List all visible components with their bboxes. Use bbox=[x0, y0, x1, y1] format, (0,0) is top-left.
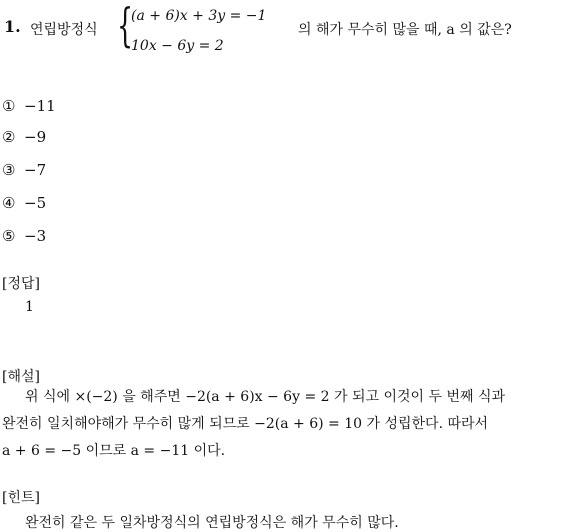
question-prefix: 연립방정식 bbox=[30, 22, 98, 38]
answer-label: [정답] bbox=[2, 276, 40, 292]
equation-1: (a + 6)x + 3y = −1 bbox=[131, 8, 267, 24]
answer-value: 1 bbox=[25, 299, 34, 315]
choice-mark: ① bbox=[2, 97, 16, 115]
choice-text: −9 bbox=[24, 128, 47, 146]
choice-1[interactable] bbox=[2, 97, 56, 115]
choice-text: −5 bbox=[24, 194, 47, 212]
explanation-line-2: 완전히 일치해야해가 무수히 많게 되므로 −2(a + 6) = 10 가 성립한다. 따라서 bbox=[2, 416, 489, 432]
hint-label: [힌트] bbox=[2, 490, 40, 506]
choice-text: −7 bbox=[24, 161, 47, 179]
choice-text: −3 bbox=[24, 227, 47, 245]
hint-text: 완전히 같은 두 일차방정식의 연립방정식은 해가 무수히 많다. bbox=[25, 515, 399, 531]
choice-mark: ② bbox=[2, 128, 16, 146]
choice-mark: ③ bbox=[2, 161, 16, 179]
choice-5[interactable] bbox=[2, 227, 46, 245]
choice-mark: ④ bbox=[2, 194, 16, 212]
choice-2[interactable] bbox=[2, 128, 46, 146]
choice-4[interactable] bbox=[2, 194, 46, 212]
choice-mark: ⑤ bbox=[2, 227, 16, 245]
question-suffix: 의 해가 무수히 많을 때, a 의 값은? bbox=[298, 22, 512, 38]
explanation-line-3: a + 6 = −5 이므로 a = −11 이다. bbox=[2, 443, 226, 459]
choice-3[interactable] bbox=[2, 161, 46, 179]
system-brace: { bbox=[117, 0, 134, 52]
choice-text: −11 bbox=[24, 97, 56, 115]
equation-2: 10x − 6y = 2 bbox=[131, 38, 224, 54]
explanation-label: [해설] bbox=[2, 369, 40, 385]
explanation-line-1: 위 식에 ×(−2) 을 해주면 −2(a + 6)x − 6y = 2 가 되고 이것이 두 번째 식과 bbox=[25, 389, 506, 405]
question-number: 1. bbox=[4, 17, 21, 36]
